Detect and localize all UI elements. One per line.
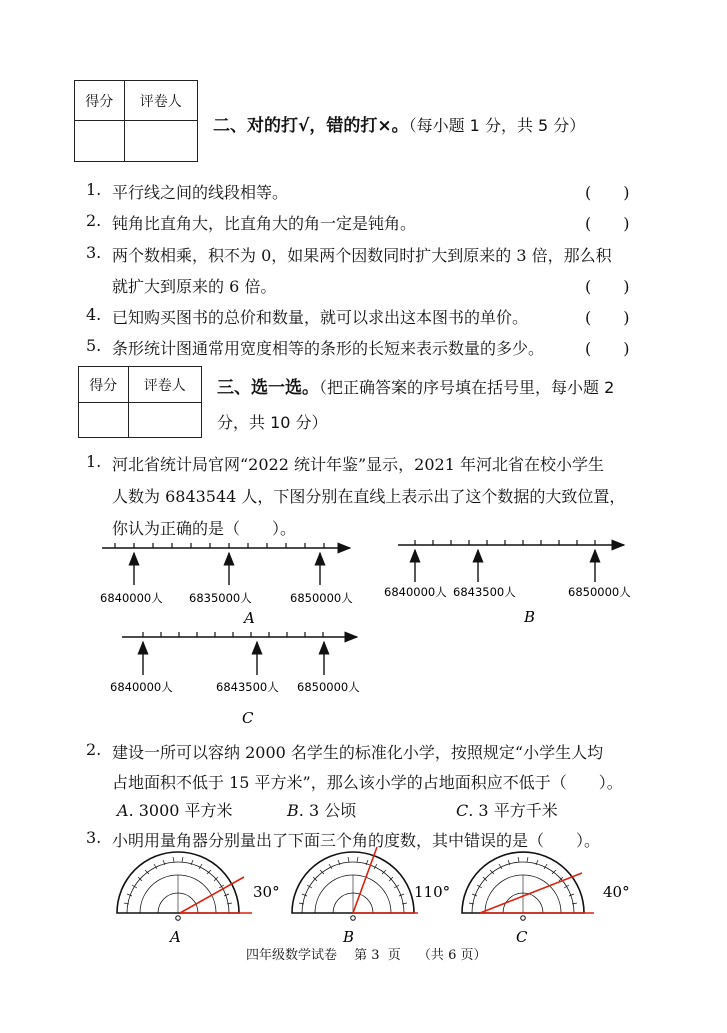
protractor-a[interactable] xyxy=(117,852,280,946)
tick-label: 6835000人 xyxy=(189,591,252,605)
question-text: 你认为正确的是（ ）。 xyxy=(112,519,297,538)
score-box-section3 xyxy=(78,366,202,438)
option-letter: A xyxy=(170,928,181,946)
number-line-options xyxy=(0,530,727,730)
item-number: 5. xyxy=(86,336,102,355)
item-number: 4. xyxy=(86,305,102,324)
section3-title xyxy=(217,373,614,398)
score-cell[interactable] xyxy=(79,403,129,438)
score-cell[interactable] xyxy=(75,121,125,162)
choice-c[interactable] xyxy=(456,798,558,821)
question-text: 占地面积不低于 15 平方米”，那么该小学的占地面积应不低于（ ）。 xyxy=(112,773,623,792)
choice-text: . 3000 平方米 xyxy=(128,801,233,820)
choice-text: . 3 公顷 xyxy=(298,801,357,820)
section2-points: （每小题 1 分，共 5 分） xyxy=(408,116,586,135)
angle-reading: 30° xyxy=(253,883,280,901)
choice-b[interactable] xyxy=(287,798,356,821)
statement-text: 条形统计图通常用宽度相等的条形的长短来表示数量的多少。 xyxy=(112,339,545,358)
tick-label: 6840000人 xyxy=(384,585,447,599)
tick-label: 6850000人 xyxy=(290,591,353,605)
tick-label: 6843500人 xyxy=(216,680,279,694)
question-text: 建设一所可以容纳 2000 名学生的标准化小学，按照规定“小学生人均 xyxy=(112,743,604,762)
choice-letter: A xyxy=(117,801,129,820)
angle-reading: 40° xyxy=(603,883,630,901)
statement-text: 已知购买图书的总价和数量，就可以求出这本图书的单价。 xyxy=(112,308,529,327)
option-letter: B xyxy=(524,608,536,626)
number-line-c[interactable] xyxy=(110,632,360,727)
tick-label: 6850000人 xyxy=(568,585,631,599)
angle-reading: 110° xyxy=(414,883,451,901)
section3-points: （把正确答案的序号填在括号里，每小题 2 xyxy=(319,378,615,397)
section3-points-cont: 分，共 10 分） xyxy=(217,413,328,432)
statement-text: 平行线之间的线段相等。 xyxy=(112,183,289,202)
page-footer: 四年级数学试卷 第 3 页 （共 6 页） xyxy=(246,948,487,963)
option-letter: A xyxy=(244,609,255,627)
score-header: 得分 xyxy=(79,367,129,403)
tick-label: 6840000人 xyxy=(110,680,173,694)
answer-blank[interactable]: ( ) xyxy=(585,277,630,296)
tick-label: 6843500人 xyxy=(453,585,516,599)
choice-a[interactable] xyxy=(117,798,233,821)
score-box-section2 xyxy=(74,80,198,162)
number-line-b[interactable] xyxy=(384,540,631,626)
answer-blank[interactable]: ( ) xyxy=(585,214,630,233)
grader-header: 评卷人 xyxy=(124,81,197,121)
question-text: 河北省统计局官网“2022 统计年鉴”显示，2021 年河北省在校小学生 xyxy=(112,455,604,474)
grader-cell[interactable] xyxy=(128,403,201,438)
statement-text: 钝角比直角大，比直角大的角一定是钝角。 xyxy=(112,214,417,233)
answer-blank[interactable]: ( ) xyxy=(585,339,630,358)
item-number: 2. xyxy=(86,211,102,230)
statement-text-cont: 就扩大到原来的 6 倍。 xyxy=(112,277,277,296)
choice-letter: C xyxy=(456,801,469,820)
item-number: 3. xyxy=(86,828,102,847)
choice-text: . 3 平方千米 xyxy=(468,801,558,820)
answer-blank[interactable]: ( ) xyxy=(585,308,630,327)
tick-label: 6840000人 xyxy=(100,591,163,605)
item-number: 1. xyxy=(86,180,102,199)
option-letter: C xyxy=(516,928,528,946)
protractor-options xyxy=(0,845,727,955)
section2-title xyxy=(213,111,585,136)
question-text: 小明用量角器分别量出了下面三个角的度数，其中错误的是（ ）。 xyxy=(112,831,601,850)
option-letter: B xyxy=(343,928,355,946)
score-header: 得分 xyxy=(75,81,125,121)
protractor-c[interactable] xyxy=(462,852,630,946)
question-text: 人数为 6843544 人，下图分别在直线上表示出了这个数据的大致位置， xyxy=(112,487,626,506)
item-number: 1. xyxy=(86,452,102,471)
section3-title-text: 三、选一选。 xyxy=(217,378,319,398)
grader-cell[interactable] xyxy=(124,121,197,162)
answer-blank[interactable]: ( ) xyxy=(585,183,630,202)
statement-text: 两个数相乘，积不为 0，如果两个因数同时扩大到原来的 3 倍，那么积 xyxy=(112,246,612,265)
item-number: 3. xyxy=(86,243,102,262)
option-letter: C xyxy=(242,709,254,727)
grader-header: 评卷人 xyxy=(128,367,201,403)
number-line-a[interactable] xyxy=(100,543,353,627)
section3-title-cont xyxy=(217,410,328,433)
protractor-b[interactable] xyxy=(292,847,450,946)
choice-letter: B xyxy=(287,801,299,820)
item-number: 2. xyxy=(86,740,102,759)
tick-label: 6850000人 xyxy=(297,680,360,694)
section2-title-text: 二、对的打√，错的打×。 xyxy=(213,116,409,136)
